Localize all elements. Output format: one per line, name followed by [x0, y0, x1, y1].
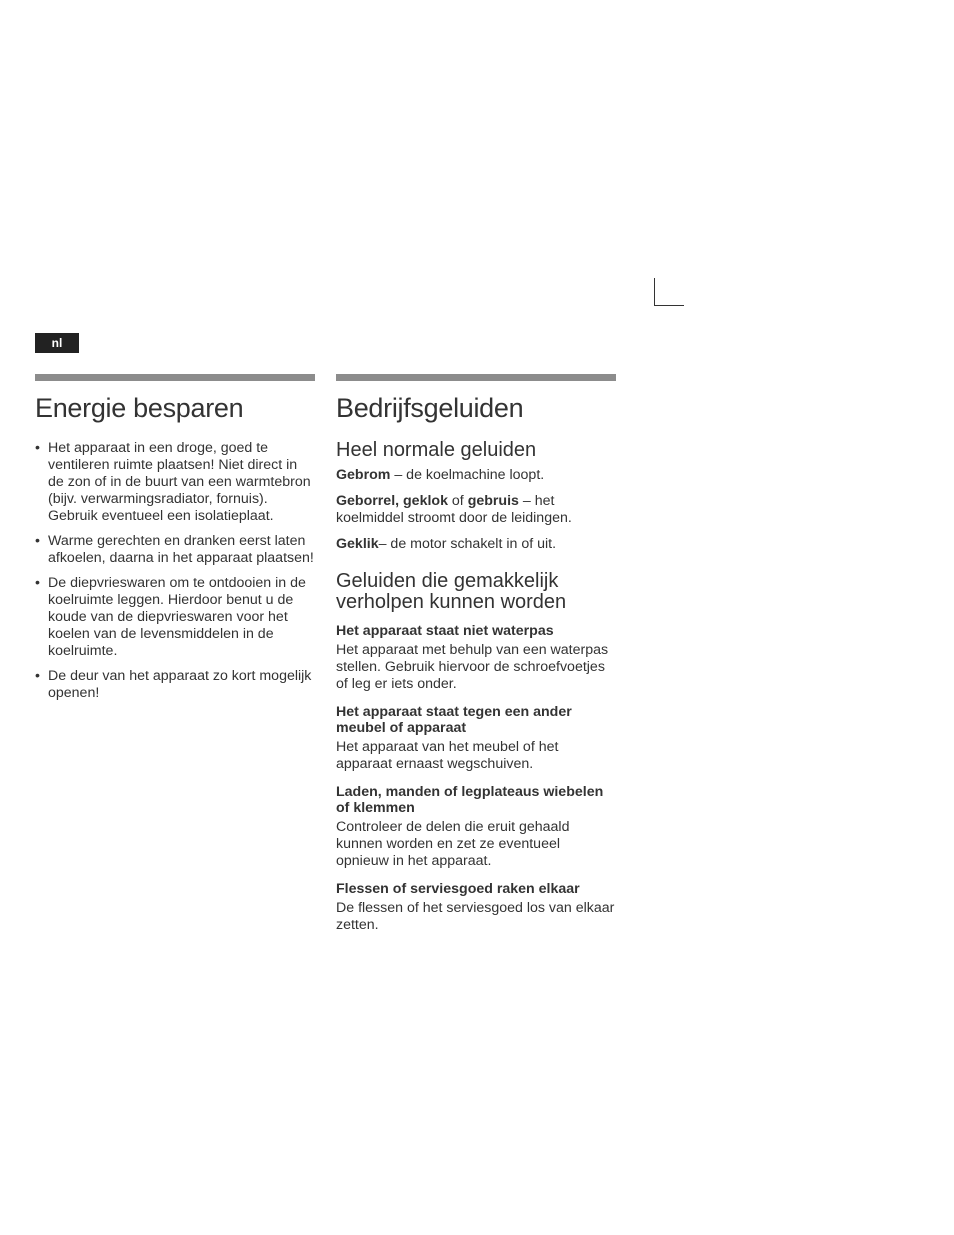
list-item-text: De deur van het apparaat zo kort mogelijk openen!: [48, 668, 312, 701]
operating-noises-section: [336, 374, 616, 934]
list-item-text: Het apparaat in een droge, goed te ventileren ruimte plaatsen! Niet direct in de zon of in de buurt van een warmtebron (bijv. verwarmingsradiator, fornuis). Gebruik eventueel een isolatieplaat.: [48, 440, 311, 524]
noise-connector: of: [447, 493, 468, 509]
normal-noises-heading: Heel normale geluiden: [336, 439, 537, 461]
section-title: Bedrijfsgeluiden: [336, 393, 524, 423]
energy-saving-section: [35, 374, 315, 710]
noise-item: [336, 493, 616, 527]
fix-item-body: Het apparaat met behulp van een waterpas stellen. Gebruik hiervoor de schroefvoetjes of leg er iets onder.: [336, 642, 609, 692]
fix-item-body: Het apparaat van het meubel of het apparaat ernaast wegschuiven.: [336, 739, 559, 772]
bullet-icon: •: [35, 440, 40, 456]
noise-item: [336, 467, 616, 484]
noise-description: – de motor schakelt in of uit.: [378, 536, 557, 552]
bullet-icon: •: [35, 533, 40, 549]
bullet-icon: •: [35, 575, 40, 591]
list-item: [35, 575, 315, 660]
noise-term: Geklik: [336, 536, 379, 552]
crop-mark-horizontal: [654, 305, 684, 306]
list-item-text: De diepvrieswaren om te ontdooien in de koelruimte leggen. Hierdoor benut u de koude van de diepvrieswaren voor het koelen van de levensmiddelen in de koelruimte.: [48, 575, 306, 659]
fix-item-body: Controleer de delen die eruit gehaald kunnen worden en zet ze eventueel opnieuw in het apparaat.: [336, 819, 570, 869]
fixable-noises-heading: Geluiden die gemakkelijk verholpen kunnen worden: [336, 570, 567, 613]
list-item: [35, 533, 315, 567]
noise-term: Geborrel, geklok: [336, 493, 448, 509]
section-rule: [35, 374, 315, 381]
list-item-text: Warme gerechten en dranken eerst laten afkoelen, daarna in het apparaat plaatsen!: [48, 533, 314, 566]
list-item: [35, 668, 315, 702]
fix-item-body: De flessen of het serviesgoed los van elkaar zetten.: [336, 900, 615, 933]
list-item: [35, 440, 315, 525]
crop-mark-vertical: [654, 278, 655, 306]
noise-description: – het koelmiddel stroomt door de leidingen.: [336, 493, 572, 526]
noise-term: Gebrom: [336, 467, 391, 483]
fix-item-title: Het apparaat staat tegen een ander meubel of apparaat: [336, 704, 572, 736]
fix-item-title: Flessen of serviesgoed raken elkaar: [336, 881, 580, 897]
fix-item-title: Laden, manden of legplateaus wiebelen of klemmen: [336, 784, 604, 816]
noise-description: – de koelmachine loopt.: [390, 467, 545, 483]
language-badge: nl: [35, 333, 79, 353]
section-rule: [336, 374, 616, 381]
section-title: Energie besparen: [35, 393, 244, 423]
noise-item: [336, 536, 616, 553]
fix-item-title: Het apparaat staat niet waterpas: [336, 623, 554, 639]
energy-tips-list: [35, 440, 315, 702]
noise-term: gebruis: [467, 493, 519, 509]
bullet-icon: •: [35, 668, 40, 684]
